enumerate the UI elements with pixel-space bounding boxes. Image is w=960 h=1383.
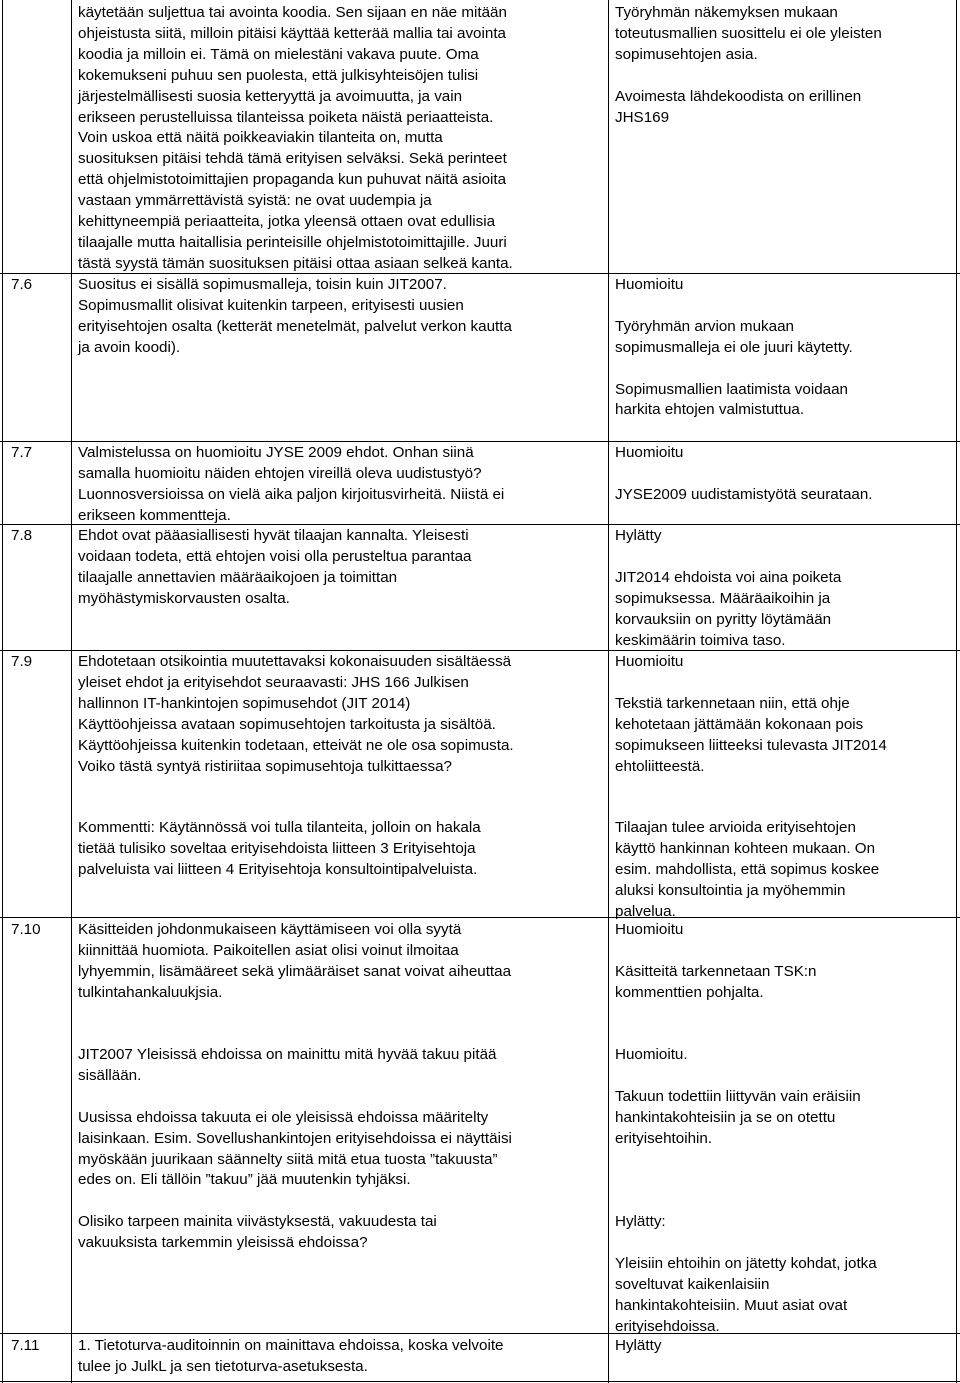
comment-line: vastaan ymmärrettävistä syistä: ne ovat uudempia ja [78, 192, 432, 210]
comment-cell [78, 443, 602, 527]
comment-line: Ehdotetaan otsikointia muutettavaksi kokonaisuuden sisältäessä [78, 653, 512, 670]
response-line [615, 1170, 953, 1191]
comment-line: että ohjelmistotoimittajien propaganda kun puhuvat näitä asioita [78, 171, 507, 189]
comment-line: kiinnittää huomiota. Paikoitellen asiat olisi voinut ilmoitaa [78, 941, 459, 959]
column-divider-number [71, 0, 72, 1383]
response-line: erityisehtoihin. [615, 1129, 713, 1147]
item-number: 7.11 [11, 1337, 40, 1354]
response-line: Huomioitu [615, 444, 684, 461]
comment-line: Voiko tästä syntyä ristiriitaa sopimusehtoja tulkittaessa? [78, 757, 452, 775]
item-number: 7.9 [11, 653, 33, 670]
comment-line: 1. Tietoturva-auditoinnin on mainittava ehdoissa, koska velvoite [78, 1337, 504, 1354]
response-line: Huomioitu [615, 276, 684, 293]
comment-cell [78, 1045, 602, 1254]
response-cell [615, 818, 953, 923]
comment-line: Olisiko tarpeen mainita viivästyksestä, vakuudesta tai [78, 1213, 437, 1231]
response-line: Huomioitu [615, 921, 684, 938]
response-line: hankintakohteisiin. Muut asiat ovat [615, 1296, 848, 1314]
response-line: Hylätty [615, 1337, 662, 1354]
comment-cell [78, 1336, 602, 1378]
response-line: Tekstiä tarkennetaan niin, että ohje [615, 694, 850, 712]
response-cell [615, 3, 953, 128]
response-line: JHS169 [615, 108, 670, 126]
response-line [615, 464, 953, 485]
response-line: toteutusmallien suosittelu ei ole yleisten [615, 24, 882, 42]
item-number: 7.6 [11, 276, 33, 293]
response-line: Yleisiin ehtoihin on jätetty kohdat, jotka [615, 1254, 877, 1272]
comment-line: voidaan todeta, että ehtojen voisi olla perusteltua parantaa [78, 547, 472, 565]
response-line [615, 66, 953, 87]
response-line: kommenttien pohjalta. [615, 983, 764, 1001]
row-divider [0, 441, 960, 442]
response-line: Käsitteitä tarkennetaan TSK:n [615, 962, 817, 980]
response-line: JIT2014 ehdoista voi aina poiketa [615, 568, 842, 586]
item-number: 7.8 [11, 527, 33, 544]
comment-line: Sopimusmallit olisivat kuitenkin tarpeen, erityisesti uusien [78, 296, 464, 314]
response-line: esim. mahdollista, että sopimus koskee [615, 860, 880, 878]
response-line: Työryhmän arvion mukaan [615, 317, 794, 335]
response-line: sopimusmalleja ei ole juuri käytetty. [615, 338, 853, 356]
comment-cell [78, 818, 602, 881]
comment-line: erityisehtojen osalta (ketterät menetelmät, palvelut verkon kautta [78, 317, 512, 335]
comment-line: laisinkaan. Esim. Sovellushankintojen erityisehdoissa ei näyttäisi [78, 1129, 512, 1147]
comment-line: ja avoin koodi). [78, 338, 181, 356]
table-border-right [956, 0, 957, 1383]
comment-cell [78, 920, 602, 1004]
comment-line: tulee jo JulkL ja sen tietoturva-asetuksesta. [78, 1357, 368, 1375]
comment-line: suosituksen pitäisi tehdä tämä erityisen selväksi. Sekä perinteet [78, 150, 507, 168]
response-line: ehtoliitteestä. [615, 757, 705, 775]
comment-line: ohjeistusta siitä, milloin pitäisi käyttää ketterää mallia tai avointa [78, 24, 506, 42]
comment-line: kehittyneempiä periaatteita, jotka yleensä ottaen ovat edullisia [78, 213, 496, 231]
response-line: soveltuvat kaikenlaisiin [615, 1275, 770, 1293]
comment-line: Ehdot ovat pääasiallisesti hyvät tilaajan kannalta. Yleisesti [78, 527, 469, 544]
response-cell [615, 443, 953, 506]
response-line: palvelua. [615, 902, 676, 920]
response-line: sopimusehtojen asia. [615, 45, 758, 63]
response-line: Sopimusmallien laatimista voidaan [615, 380, 848, 398]
table-border-left [2, 0, 3, 1383]
comment-line: tästä syystä tämän suosituksen pitäisi ottaa asiaan selkeä kanta. [78, 254, 513, 272]
response-line [615, 296, 953, 317]
comment-line: erikseen kommentteja. [78, 506, 231, 524]
response-line: harkita ehtojen valmistuttua. [615, 401, 805, 419]
comment-line: Suositus ei sisällä sopimusmalleja, toisin kuin JIT2007. [78, 276, 447, 293]
response-line: Tilaajan tulee arvioida erityisehtojen [615, 819, 856, 836]
comment-line [78, 1087, 602, 1108]
response-line [615, 1066, 953, 1087]
comment-line: tilaajalle annettavien määräaikojoen ja toimittan [78, 568, 398, 586]
comment-line: tilaajalle mutta haitallisia perinteisille ohjelmistotoimittajille. Juuri [78, 233, 507, 251]
comment-line: JIT2007 Yleisissä ehdoissa on mainittu mitä hyvää takuu pitää [78, 1046, 497, 1063]
response-line: JYSE2009 uudistamistyötä seurataan. [615, 485, 873, 503]
response-cell [615, 1336, 953, 1357]
response-line [615, 1233, 953, 1254]
response-line: Hylätty [615, 527, 662, 544]
comment-line: tulkintahankaluukjsia. [78, 983, 223, 1001]
comment-line: järjestelmällisesti suosia ketteryyttä ja avoimuutta, ja vain [78, 87, 463, 105]
response-line: sopimukseen liitteeksi tulevasta JIT2014 [615, 736, 887, 754]
comment-line: Kommentti: Käytännössä voi tulla tilanteita, jolloin on hakala [78, 819, 481, 836]
response-line: hankintakohteisiin ja se on otettu [615, 1108, 836, 1126]
response-line: keskimäärin toimiva taso. [615, 631, 786, 649]
response-line: korvauksiin on pyritty löytämään [615, 610, 832, 628]
response-cell [615, 526, 953, 651]
comment-line: Luonnosversioissa on vielä aika paljon kirjoitusvirheitä. Niistä ei [78, 485, 505, 503]
comment-line: palveluista vai liitteen 4 Erityisehtoja konsultointipalveluista. [78, 860, 478, 878]
response-line: aluksi konsultointia ja myöhemmin [615, 881, 846, 899]
response-line [615, 673, 953, 694]
comment-cell [78, 275, 602, 359]
response-line: sopimuksessa. Määräaikoihin ja [615, 589, 831, 607]
response-line [615, 1191, 953, 1212]
response-line [615, 1150, 953, 1171]
item-number: 7.10 [11, 921, 41, 938]
response-line [615, 941, 953, 962]
comment-line: Käyttöohjeissa avataan sopimusehtojen tarkoitusta ja sisältöä. [78, 715, 496, 733]
comment-line: samalla huomioitu näiden ehtojen vireillä oleva uudistustyö? [78, 464, 482, 482]
comment-line: koodia ja milloin ei. Tämä on mielestäni vakava puute. Oma [78, 45, 479, 63]
comment-cell [78, 526, 602, 610]
comment-cell [78, 652, 602, 777]
comment-line: myöhästymiskorvausten osalta. [78, 589, 290, 607]
response-cell [615, 920, 953, 1004]
comment-line: Voin uskoa että näitä poikkeaviakin tilanteita on, mutta [78, 129, 443, 147]
response-line: erityisehdoissa. [615, 1317, 720, 1335]
response-line: kehotetaan jättämään kokonaan pois [615, 715, 864, 733]
item-number: 7.7 [11, 444, 33, 461]
comment-line: Käsitteiden johdonmukaiseen käyttämiseen voi olla syytä [78, 921, 462, 938]
comment-line: kokemukseni puhuu sen puolesta, että julkisyhteisöjen tulisi [78, 66, 479, 84]
response-line: Huomioitu. [615, 1046, 688, 1063]
comment-line: hallinnon IT-hankintojen sopimusehdot (JIT 2014) [78, 694, 411, 712]
response-line [615, 547, 953, 568]
response-cell [615, 1045, 953, 1338]
comment-line: Valmistelussa on huomioitu JYSE 2009 ehdot. Onhan siinä [78, 444, 474, 461]
comment-line: sisällään. [78, 1066, 142, 1084]
response-cell [615, 652, 953, 777]
comment-line [78, 1191, 602, 1212]
comment-line: lyhyemmin, lisämääreet sekä ylimääräiset sanat voivat aiheuttaa [78, 962, 512, 980]
comment-line: Uusissa ehdoissa takuuta ei ole yleisissä ehdoissa määritelty [78, 1108, 489, 1126]
response-line: Työryhmän näkemyksen mukaan [615, 4, 838, 21]
comment-line: tietää tulisiko soveltaa erityisehdoista liitteen 3 Erityisehtoja [78, 839, 476, 857]
response-line: Takuun todettiin liittyvän vain eräisiin [615, 1087, 861, 1105]
comment-line: käytetään suljettua tai avointa koodia. Sen sijaan en näe mitään [78, 4, 507, 21]
response-line: Hylätty: [615, 1213, 666, 1231]
column-divider-comment [608, 0, 609, 1383]
comment-line: Käyttöohjeissa kuitenkin todetaan, etteivät ne ole osa sopimusta. [78, 736, 514, 754]
comment-line: vakuuksista tarkemmin yleisissä ehdoissa? [78, 1234, 368, 1252]
comment-line: erikseen perustelluissa tilanteissa poiketa näistä periaatteista. [78, 108, 494, 126]
comment-cell [78, 3, 602, 275]
response-line: käyttö hankinnan kohteen mukaan. On [615, 839, 876, 857]
response-line: Avoimesta lähdekoodista on erillinen [615, 87, 862, 105]
response-line [615, 359, 953, 380]
response-cell [615, 275, 953, 421]
comment-line: edes on. Eli tällöin ”takuu” jää muutenkin tyhjäksi. [78, 1171, 411, 1189]
comment-line: myöskään juurikaan säännelty siitä mitä etua tuosta ”takuusta” [78, 1150, 498, 1168]
comment-line: yleiset ehdot ja erityisehdot seuraavasti: JHS 166 Julkisen [78, 673, 469, 691]
table-border-bottom [0, 1381, 960, 1382]
response-line: Huomioitu [615, 653, 684, 670]
